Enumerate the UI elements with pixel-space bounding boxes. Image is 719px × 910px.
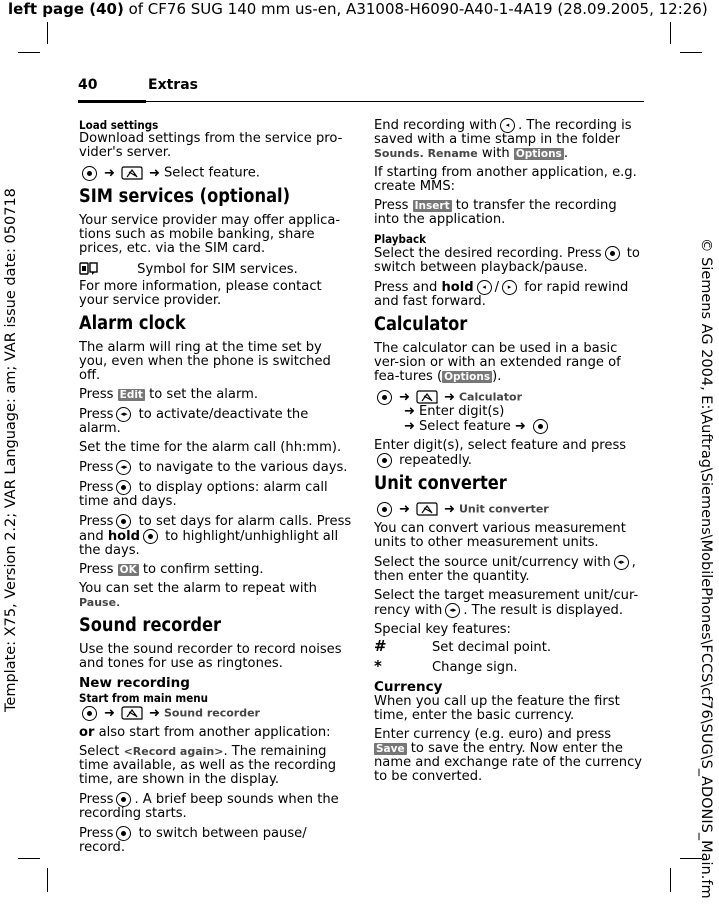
edit-softkey: Edit (119, 389, 143, 401)
mms-text: If starting from another application, e.g. create MMS: (374, 165, 637, 194)
press-text: Press (79, 826, 114, 841)
press-and-text: Press and (374, 280, 438, 295)
unit-converter-menu-label: Unit converter (458, 502, 549, 516)
calculator-intro (374, 342, 644, 384)
crop-mark (18, 52, 40, 53)
sim-contact-text: For more information, please contact your service provider. (79, 279, 322, 308)
special-keys-text: Special key features: (374, 622, 511, 637)
joystick-left-right-icon: ◂▸ (445, 603, 460, 618)
press-text: Press (374, 198, 409, 213)
alarm-days-text: to set days for alarm calls. Press and (79, 514, 352, 544)
alarm-highlight-text: to highlight/unhighlight all the days. (79, 529, 339, 558)
unit-quantity-text: , then enter the quantity. (374, 555, 636, 584)
star-key-row (374, 659, 644, 675)
sim-symbol-row (79, 261, 354, 277)
joystick-center-icon (377, 502, 392, 517)
beep-text: . A brief beep sounds when the recording starts. (79, 792, 339, 821)
arrow-right-icon: ➜ (104, 165, 115, 181)
arrow-right-icon: ➜ (514, 419, 526, 434)
joystick-left-icon: ◂ (500, 118, 515, 133)
insert-row (374, 199, 644, 227)
menu-key-icon (416, 501, 438, 517)
currency-intro: When you call up the feature the first time, enter the basic currency. (374, 694, 620, 723)
joystick-center-icon (377, 390, 392, 405)
alarm-clock-heading: Alarm clock (79, 313, 186, 334)
alarm-ok-row (79, 563, 354, 577)
joystick-center-icon (116, 792, 131, 807)
alarm-navigate-row (79, 460, 354, 475)
alarm-repeat-row: You can set the alarm to repeat with Pause. (79, 581, 317, 610)
page-title: Extras (148, 77, 198, 93)
arrow-right-icon: ➜ (104, 705, 115, 721)
crop-mark (47, 868, 48, 892)
right-column (374, 118, 644, 789)
nav-text: Select feature. (163, 165, 260, 181)
with-text: with (481, 146, 510, 161)
enter-digit-text: Enter digit(s) (418, 404, 505, 419)
joystick-center-icon (533, 419, 548, 434)
playback-text: Select the desired recording. Press (374, 246, 602, 261)
alarm-repeat-text: You can set the alarm to repeat with (79, 581, 317, 596)
calculator-repeat-text: Enter digit(s), select feature and press (374, 438, 627, 453)
enter-digit-step (404, 405, 644, 419)
press-text: Press (79, 514, 114, 529)
joystick-left-right-icon: ◂▸ (116, 407, 131, 422)
press-text: Press (79, 387, 114, 402)
calculator-menu-label: Calculator (458, 390, 523, 404)
press-text: Press (79, 792, 114, 807)
crop-mark (47, 22, 48, 44)
print-header (8, 0, 708, 18)
rewind-text: for rapid rewind and fast forward. (374, 280, 629, 309)
save-softkey: Save (376, 743, 405, 755)
record-again-label: <Record again> (123, 745, 224, 758)
slash-text: / (494, 280, 500, 295)
playback-switch-text: to switch between playback/pause. (374, 246, 640, 275)
insert-softkey: Insert (414, 200, 450, 212)
options-softkey: Options (515, 148, 562, 160)
print-header-info: of CF76 SUG 140 mm us-en, A31008-H6090-A40-1-4A19 (28.09.2005, 12:26) (123, 0, 708, 18)
joystick-center-icon (377, 453, 392, 468)
alarm-ok-text: to confirm setting. (142, 562, 264, 577)
end-recording-row: End recording with ◂ . The recording is saved with a time stamp in the folder Sounds. Rename with Options . (374, 118, 632, 161)
sim-services-heading: SIM services (optional) (79, 186, 291, 207)
heading-rule-accent (78, 100, 146, 103)
joystick-center-icon (116, 480, 131, 495)
alarm-intro: The alarm will ring at the time set by you, even when the phone is switched off. (79, 340, 331, 383)
end-recording-saved-text: . The recording is saved with a time stamp in the folder (374, 118, 632, 147)
unit-source-row (374, 555, 644, 584)
ok-softkey: OK (119, 564, 137, 576)
template-info: Template: X75, Version 2.2; VAR Language: am; VAR issue date: 050718 (3, 188, 19, 712)
hash-key-text: Set decimal point. (432, 640, 552, 655)
unit-target-row (374, 589, 644, 618)
calculator-intro-text: The calculator can be used in a basic ver-sion or with an extended range of fea-tures ( (374, 341, 621, 384)
arrow-right-icon: ➜ (404, 404, 415, 419)
alarm-time-text: Set the time for the alarm call (hh:mm). (79, 440, 342, 455)
select-text: Select (79, 744, 120, 759)
alarm-toggle-row (79, 407, 354, 436)
copyright-info: © Siemens AG 2004, E:\Auftrag\Siemens\MobilePhones\FCCS\cf76\SUG\S_ADONIS_Main.fm (698, 238, 714, 899)
arrow-right-icon: ➜ (443, 389, 455, 405)
unit-converter-nav (374, 501, 644, 517)
sounds-rename-label: Sounds. Rename (374, 147, 478, 160)
crop-mark (670, 868, 671, 892)
calculator-repeat-row (374, 439, 644, 468)
load-settings-text: Download settings from the service pro-vider's server. (79, 131, 343, 160)
crop-mark (680, 52, 702, 53)
unit-source-text: Select the source unit/currency with (374, 555, 611, 570)
pause-label: Pause (79, 596, 117, 609)
insert-text: to transfer the recording into the application. (374, 198, 617, 227)
press-text: Press (79, 407, 114, 422)
crop-mark (18, 858, 40, 859)
hold-text: hold (107, 529, 140, 544)
left-column (79, 118, 354, 860)
arrow-right-icon: ➜ (148, 705, 160, 721)
rewind-row (374, 280, 644, 309)
new-recording-heading: New recording (79, 675, 190, 691)
alarm-options-row (79, 480, 354, 509)
arrow-right-icon: ➜ (399, 389, 410, 405)
arrow-right-icon: ➜ (404, 419, 415, 434)
arrow-right-icon: ➜ (443, 501, 455, 517)
end-recording-text: End recording with (374, 118, 498, 133)
unit-target-text: Select the target measurement unit/cur-rency with (374, 588, 639, 618)
or-text: or (79, 725, 95, 740)
calculator-nav (374, 389, 644, 405)
hold-text: hold (441, 280, 474, 295)
arrow-right-icon: ➜ (399, 501, 410, 517)
calculator-heading: Calculator (374, 314, 468, 335)
pause-record-row (79, 826, 354, 855)
load-settings-nav (79, 165, 354, 181)
press-text: Press (79, 460, 114, 475)
record-again-row (79, 745, 354, 787)
pause-record-text: to switch between pause/ record. (79, 826, 307, 855)
sound-recorder-heading: Sound recorder (79, 615, 222, 636)
joystick-left-right-icon: ◂▸ (614, 555, 629, 570)
currency-save-text: Enter currency (e.g. euro) and press (374, 727, 612, 742)
load-settings-heading: Load settings (79, 118, 159, 132)
star-key-icon: * (374, 657, 382, 675)
select-feature-step (404, 419, 644, 434)
alarm-navigate-text: to navigate to the various days. (138, 460, 348, 475)
repeatedly-text: repeatedly. (399, 453, 472, 468)
joystick-center-icon (605, 246, 620, 261)
menu-key-icon (416, 389, 438, 405)
alarm-days-row (79, 514, 354, 558)
joystick-left-icon: ◂ (477, 280, 492, 295)
joystick-left-right-icon: ◂▸ (116, 460, 131, 475)
star-key-text: Change sign. (432, 660, 518, 675)
arrow-right-icon: ➜ (148, 165, 160, 181)
calculator-intro-end: ). (492, 369, 502, 384)
joystick-center-icon (116, 826, 131, 841)
playback-row (374, 246, 644, 275)
joystick-center-icon (82, 166, 97, 181)
joystick-center-icon (116, 514, 131, 529)
sim-symbol-text: Symbol for SIM services. (137, 261, 298, 277)
beep-row (79, 792, 354, 821)
options-softkey: Options (444, 371, 491, 383)
joystick-center-icon (143, 529, 158, 544)
sound-or-row (79, 726, 354, 740)
unit-result-text: . The result is displayed. (463, 603, 624, 618)
alarm-toggle-text: to activate/deactivate the alarm. (79, 407, 309, 436)
currency-name-text: to save the entry. Now enter the name and exchange rate of the currency to be converted. (374, 741, 643, 784)
sound-recorder-nav (79, 705, 354, 721)
print-header-page: left page (40) (8, 0, 124, 18)
press-text: Press (79, 562, 114, 577)
page-number: 40 (78, 77, 98, 93)
heading-rule (78, 101, 644, 102)
hash-key-row (374, 639, 644, 655)
joystick-right-icon: ▸ (502, 280, 517, 295)
sim-card-icon (79, 261, 99, 277)
menu-key-icon (121, 165, 143, 181)
start-main-menu-heading: Start from main menu (79, 691, 208, 705)
sound-recorder-menu-label: Sound recorder (163, 706, 260, 720)
alarm-edit-row (79, 388, 354, 402)
joystick-center-icon (82, 706, 97, 721)
sound-or-text: also start from another application: (98, 725, 331, 740)
unit-intro: You can convert various measurement units to other measurement units. (374, 521, 626, 550)
menu-key-icon (121, 705, 143, 721)
playback-heading: Playback (374, 232, 426, 246)
press-text: Press (79, 480, 114, 495)
alarm-edit-text: to set the alarm. (149, 387, 259, 402)
currency-heading: Currency (374, 679, 443, 695)
alarm-options-text: to display options: alarm call time and days. (79, 480, 328, 509)
sound-intro: Use the sound recorder to record noises and tones for use as ringtones. (79, 642, 342, 671)
hash-key-icon: # (374, 637, 387, 655)
currency-save-row (374, 728, 644, 784)
select-feature-text: Select feature (418, 419, 511, 434)
sim-services-text: Your service provider may offer applica-tions such as mobile banking, share prices, etc. via the SIM card. (79, 213, 341, 256)
record-again-text: . The remaining time available, as well as the recording time, are shown in the display. (79, 744, 337, 787)
unit-converter-heading: Unit converter (374, 473, 507, 494)
crop-mark (670, 22, 671, 44)
